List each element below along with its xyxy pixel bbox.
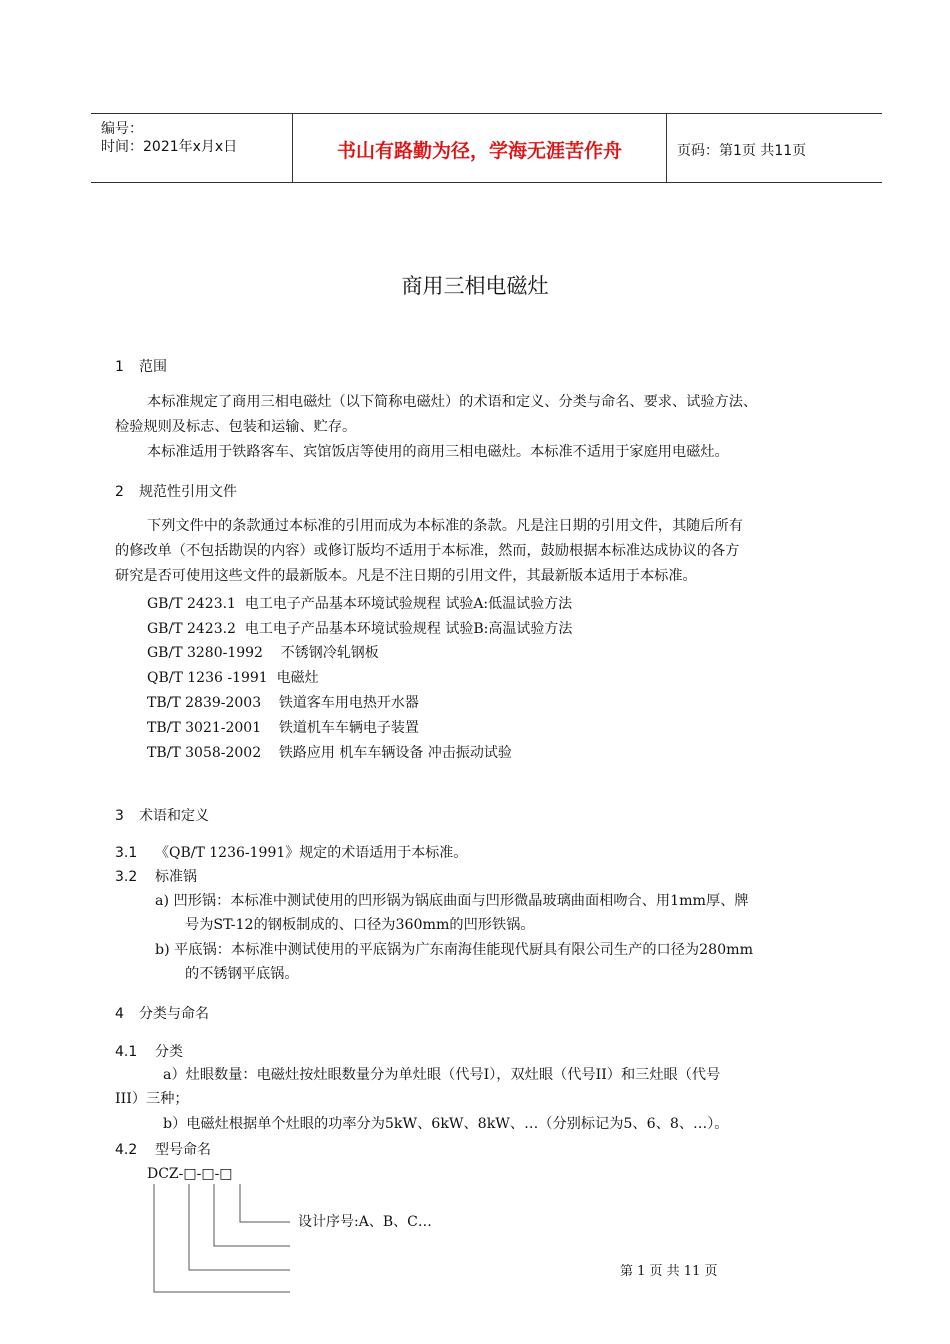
reference-item: TB/T 3058-2002 铁路应用 机车车辆设备 冲击振动试验: [147, 745, 512, 761]
list-item-continuation: III）三种；: [115, 1091, 189, 1107]
subsection-title: 分类: [155, 1044, 183, 1060]
subsection-title: 标准锅: [155, 869, 197, 885]
list-item: a）灶眼数量：电磁灶按灶眼数量分为单灶眼（代号I），双灶眼（代号II）和三灶眼（代号: [163, 1067, 721, 1083]
paragraph: 检验规则及标志、包装和运输、贮存。: [115, 419, 357, 435]
motto: 书山有路勤为径，学海无涯苦作舟: [336, 140, 622, 162]
reference-item: TB/T 3021-2001 铁道机车车辆电子装置: [147, 720, 419, 736]
subsection-number: 3.2: [115, 869, 138, 885]
paragraph: 研究是否可使用这些文件的最新版本。凡是不注日期的引用文件，其最新版本适用于本标准。: [115, 568, 697, 584]
list-item-continuation: 的不锈钢平底锅。: [185, 966, 299, 982]
reference-item: TB/T 2839-2003 铁道客车用电热开水器: [147, 695, 419, 711]
page-footer: 第 1 页 共 11 页: [620, 1264, 718, 1279]
document-number-label: 编号：: [101, 121, 143, 137]
model-code: DCZ-□-□-□: [147, 1166, 233, 1182]
subsection-number: 4.1: [115, 1044, 138, 1060]
document-time: 时间：2021年x月x日: [101, 139, 238, 155]
reference-item: GB/T 2423.2 电工电子产品基本环境试验规程 试验B:高温试验方法: [147, 621, 573, 637]
section-title: 术语和定义: [139, 808, 209, 824]
section-number: 1: [115, 359, 124, 375]
list-item: a) 凹形锅：本标准中测试使用的凹形锅为锅底曲面与凹形微晶玻璃曲面相吻合、用1mm厚、牌: [155, 893, 749, 909]
subsection-title: 型号命名: [155, 1142, 211, 1158]
section-title: 规范性引用文件: [139, 484, 237, 500]
section-title: 分类与命名: [139, 1006, 209, 1022]
section-number: 3: [115, 808, 124, 824]
reference-item: GB/T 2423.1 电工电子产品基本环境试验规程 试验A:低温试验方法: [147, 596, 573, 612]
bracket-line-design: [240, 1184, 290, 1222]
section-title: 范围: [139, 359, 167, 375]
reference-item: QB/T 1236 -1991 电磁灶: [147, 670, 319, 686]
paragraph: 本标准适用于铁路客车、宾馆饭店等使用的商用三相电磁灶。本标准不适用于家庭用电磁灶。: [147, 444, 729, 460]
document-title: 商用三相电磁灶: [401, 274, 549, 298]
page-code: 页码：第1页 共11页: [677, 143, 807, 159]
section-number: 2: [115, 484, 124, 500]
list-item-continuation: 号为ST-12的钢板制成的、口径为360mm的凹形铁锅。: [185, 917, 535, 933]
paragraph: 本标准规定了商用三相电磁灶（以下简称电磁灶）的术语和定义、分类与命名、要求、试验方法、: [147, 394, 758, 410]
subsection-number: 3.1: [115, 845, 138, 861]
design-serial-label: 设计序号:A、B、C…: [298, 1214, 432, 1230]
bracket-line-power: [214, 1184, 290, 1246]
bracket-line-prefix: [154, 1184, 290, 1292]
list-item: b）电磁灶根据单个灶眼的功率分为5kW、6kW、8kW、…（分别标记为5、6、8、…）。: [163, 1116, 729, 1132]
section-number: 4: [115, 1006, 124, 1022]
paragraph: 下列文件中的条款通过本标准的引用而成为本标准的条款。凡是注日期的引用文件，其随后所有: [147, 518, 743, 534]
subsection-number: 4.2: [115, 1142, 138, 1158]
subsection-text: 《QB/T 1236-1991》规定的术语适用于本标准。: [155, 845, 468, 861]
reference-item: GB/T 3280-1992 不锈钢冷轧钢板: [147, 645, 379, 661]
paragraph: 的修改单（不包括勘误的内容）或修订版均不适用于本标准，然而，鼓励根据本标准达成协议的各方: [115, 543, 740, 559]
list-item: b) 平底锅：本标准中测试使用的平底锅为广东南海佳能现代厨具有限公司生产的口径为280mm: [155, 942, 754, 958]
